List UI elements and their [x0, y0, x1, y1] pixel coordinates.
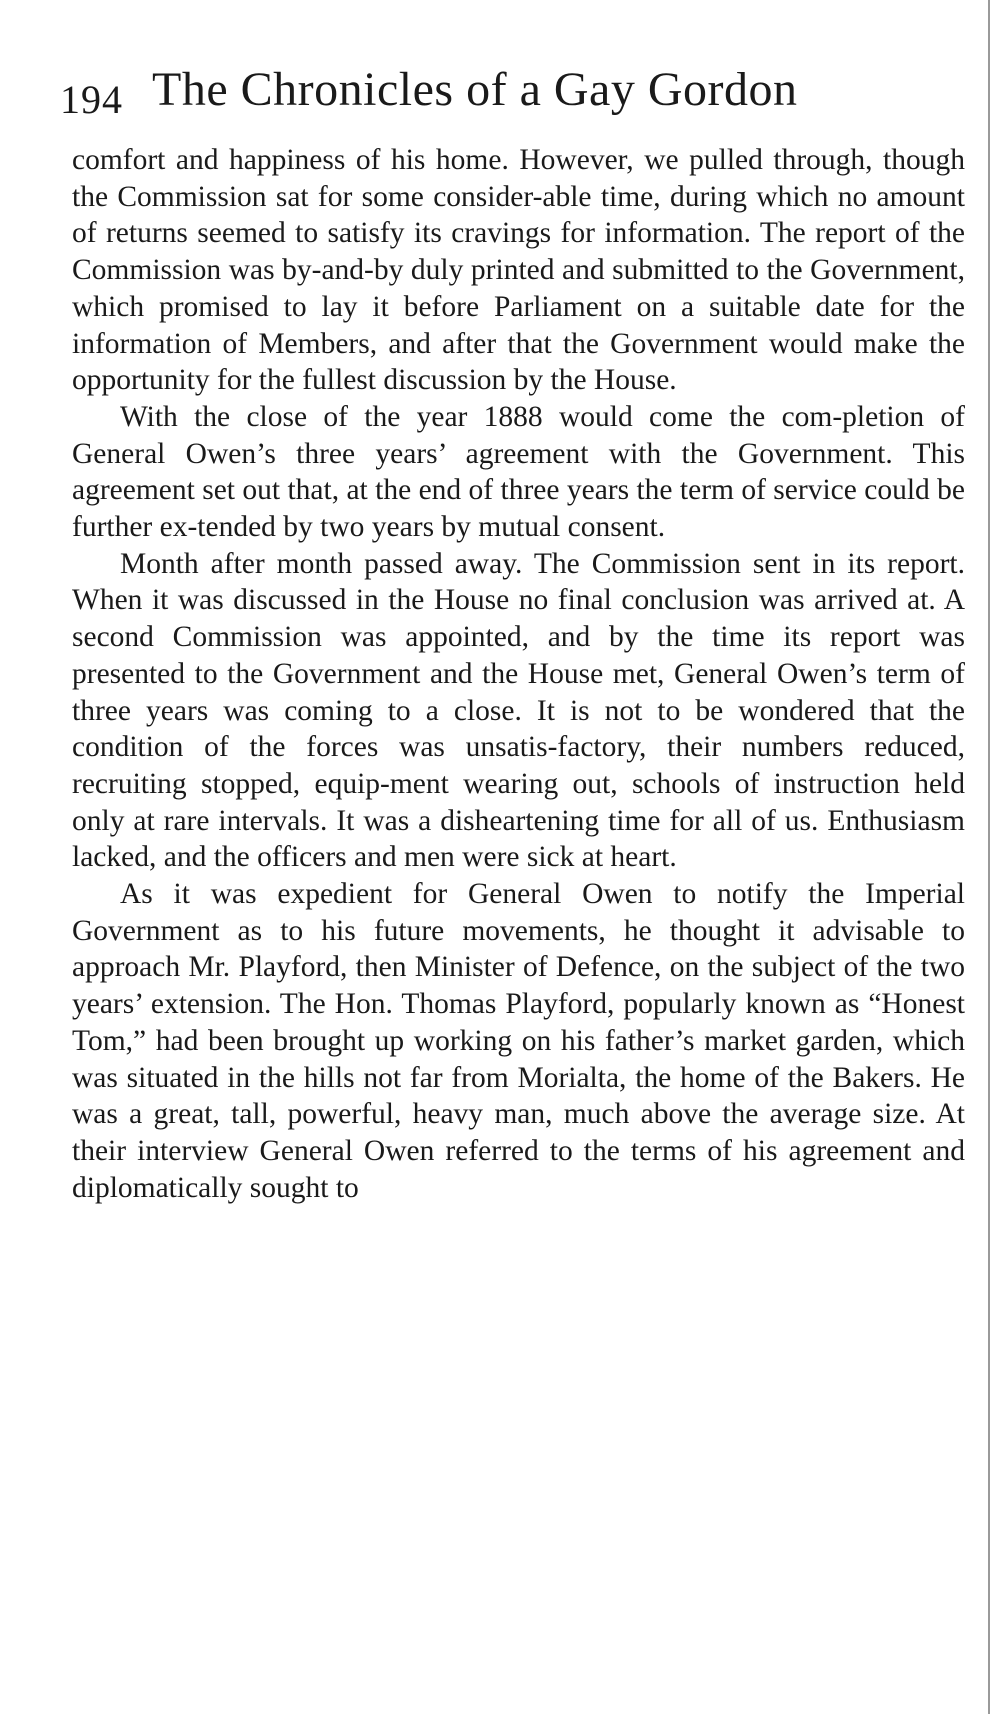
page-number: 194 — [60, 77, 123, 122]
paragraph-1: comfort and happiness of his home. However, we pulled through, though the Commission sat for some consider-able time, during which no amount of returns seemed to satisfy its cravings for information. The report of the Commission was by-and-by duly printed and submitted to the Government, which promised to lay it before Parliament on a suitable date for the information of Members, and after that the Government would make the opportunity for the fullest discussion by the House. — [72, 144, 965, 397]
page-edge-line — [988, 0, 990, 1714]
page-header — [60, 62, 920, 132]
paragraph-4: As it was expedient for General Owen to notify the Imperial Government as to his future movements, he thought it advisable to approach Mr. Playford, then Minister of Defence, on the subject of the two years’ extension. The Hon. Thomas Playford, popularly known as “Honest Tom,” had been brought up working on his father’s market garden, which was situated in the hills not far from Morialta, the home of the Bakers. He was a great, tall, powerful, heavy man, much above the average size. At their interview General Owen referred to the terms of his agreement and diplomatically sought to — [72, 878, 965, 1204]
body-text — [72, 142, 965, 1206]
paragraph-3: Month after month passed away. The Commission sent in its report. When it was discussed in the House no final conclusion was arrived at. A second Commission was appointed, and by the time its report was presented to the Government and the House met, General Owen’s term of three years was coming to a close. It is not to be wondered that the condition of the forces was unsatis-factory, their numbers reduced, recruiting stopped, equip-ment wearing out, schools of instruction held only at rare intervals. It was a disheartening time for all of us. Enthusiasm lacked, and the officers and men were sick at heart. — [72, 547, 965, 874]
running-title: The Chronicles of a Gay Gordon — [152, 63, 798, 116]
paragraph-2: With the close of the year 1888 would come the com-pletion of General Owen’s three years’ agreement with the Government. This agreement set out that, at the end of three years the term of service could be further ex-tended by two years by mutual consent. — [72, 400, 965, 544]
